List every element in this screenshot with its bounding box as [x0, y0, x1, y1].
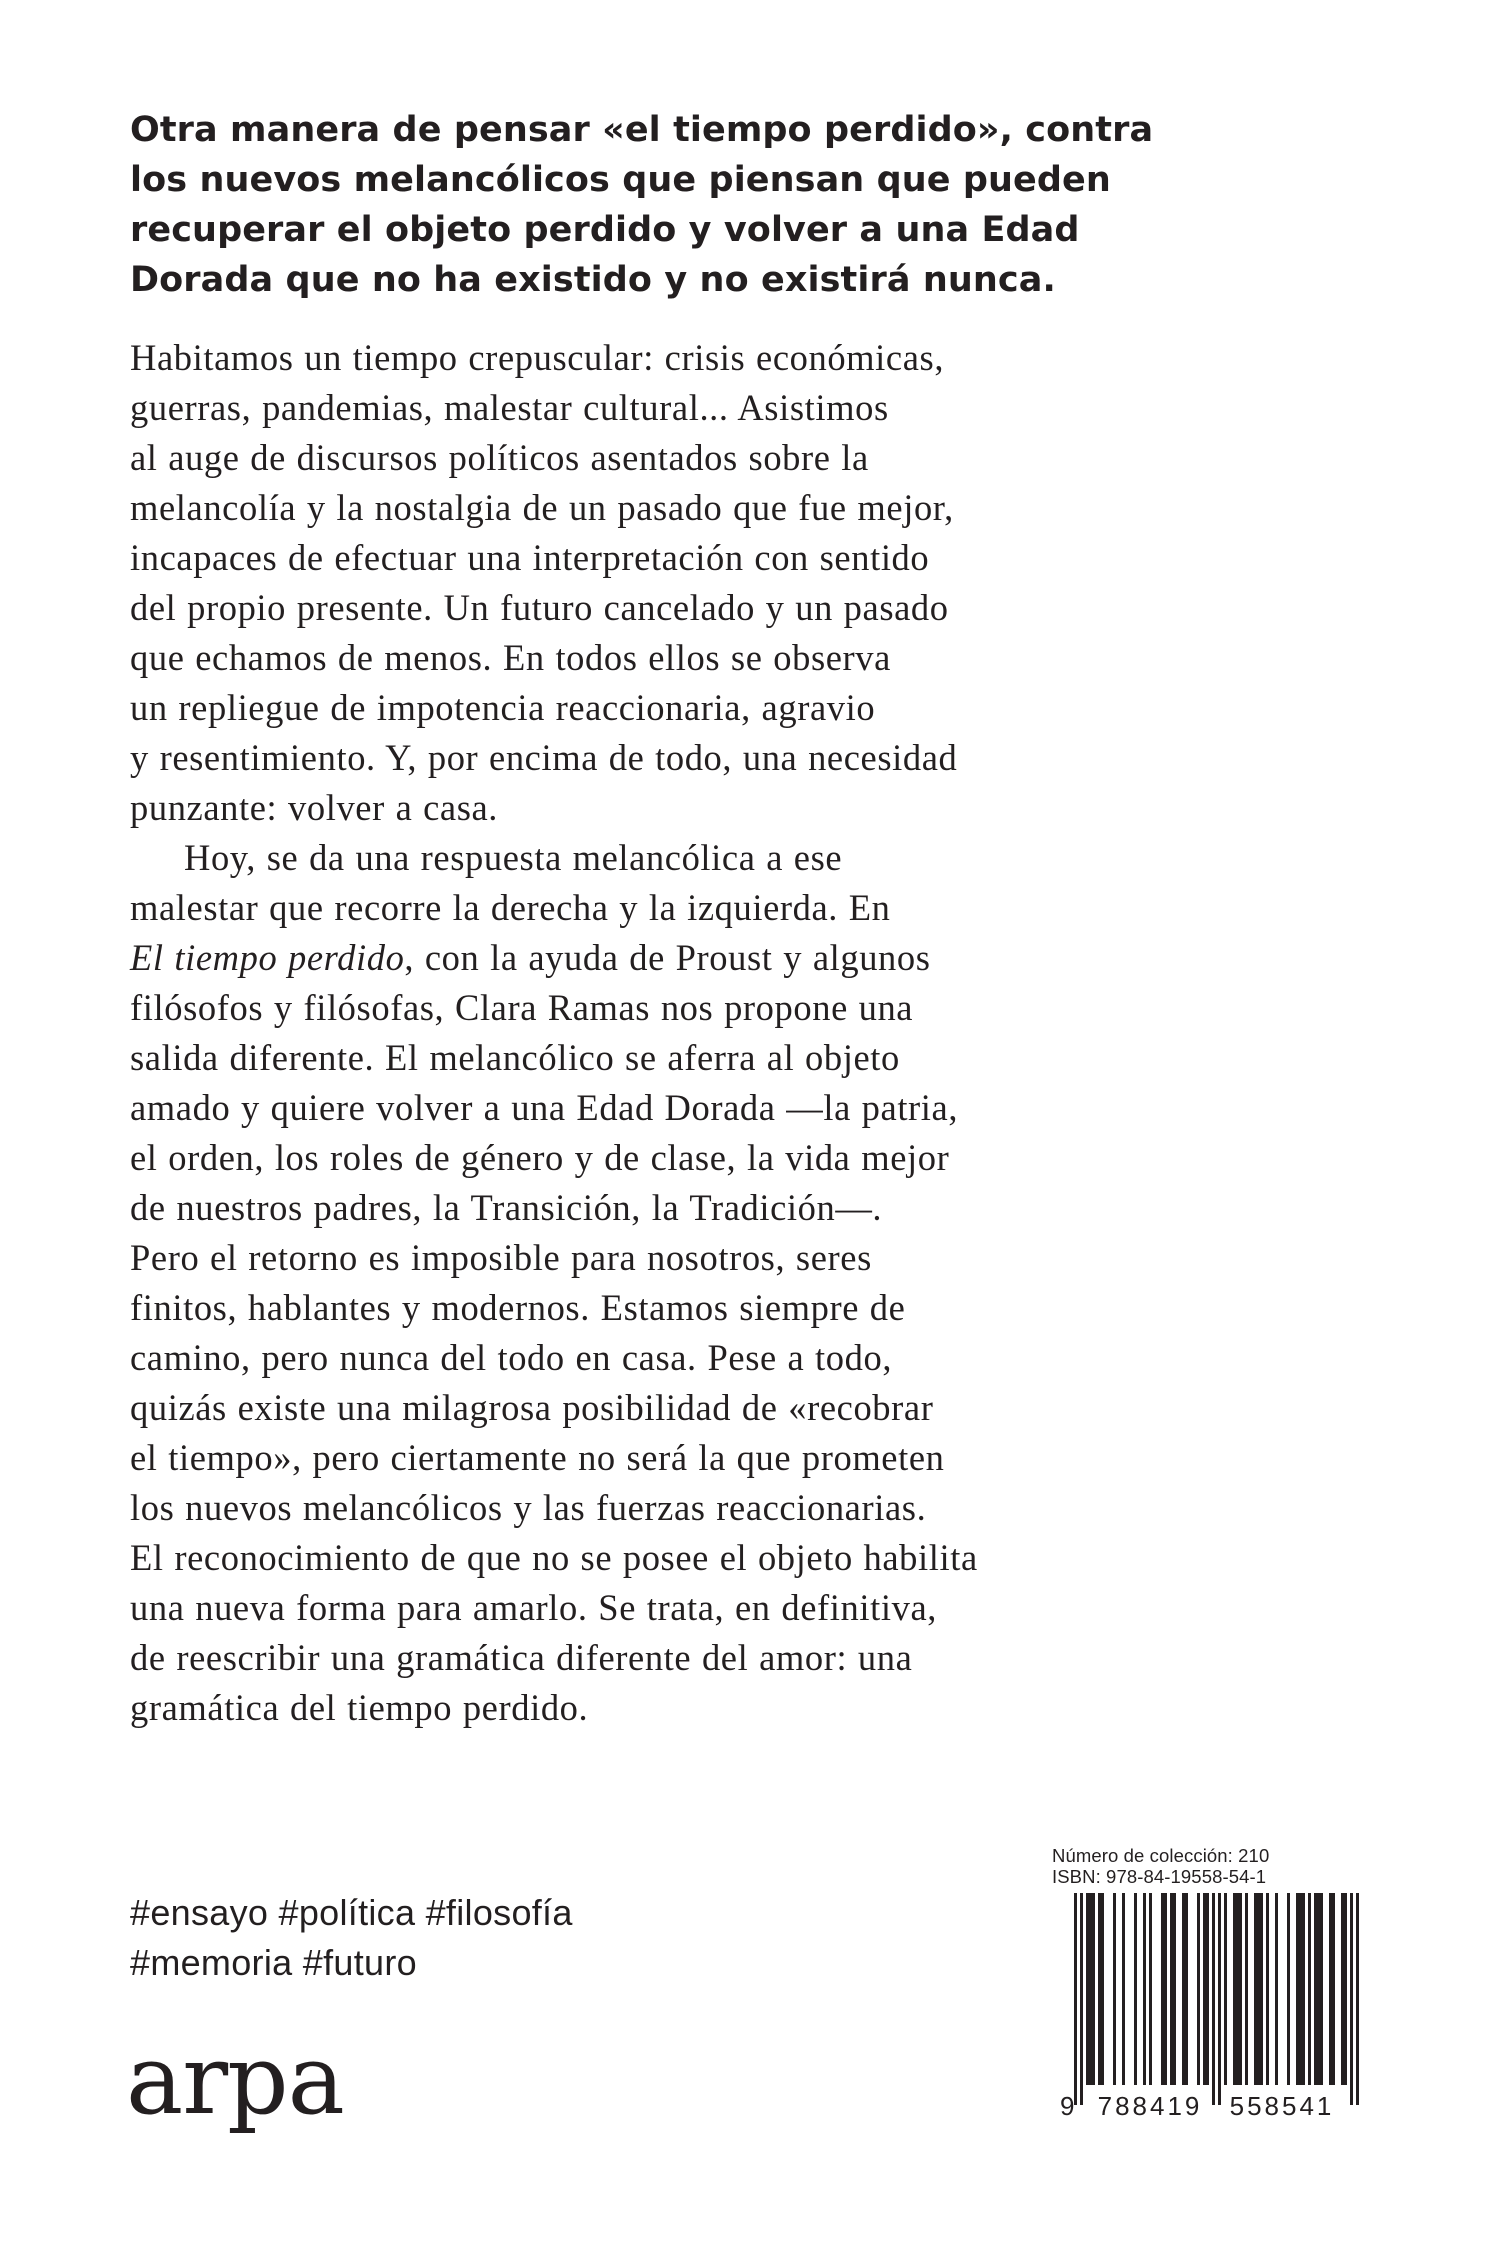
- barcode-bar: [1098, 1893, 1104, 2085]
- tagline-line: los nuevos melancólicos que piensan que pueden: [130, 160, 1111, 200]
- barcode-bar: [1266, 1893, 1269, 2085]
- barcode-bar: [1275, 1893, 1278, 2085]
- barcode-bar: [1341, 1893, 1347, 2085]
- synopsis-line: finitos, hablantes y modernos. Estamos siempre de: [130, 1287, 906, 1328]
- barcode-bar: [1182, 1893, 1188, 2085]
- barcode-bar: [1134, 1893, 1137, 2085]
- barcode-bar: [1086, 1893, 1095, 2085]
- synopsis-line: gramática del tiempo perdido.: [130, 1687, 589, 1728]
- barcode-bar: [1287, 1893, 1290, 2085]
- collection-number: Número de colección: 210: [1052, 1845, 1270, 1866]
- synopsis-line: un repliegue de impotencia reaccionaria, agravio: [130, 687, 876, 728]
- barcode-guard-bar: [1350, 1893, 1353, 2105]
- barcode-bar: [1203, 1893, 1209, 2085]
- barcode-bar: [1149, 1893, 1152, 2085]
- barcode-digit-first: 9: [1060, 2091, 1075, 2121]
- synopsis-line: quizás existe una milagrosa posibilidad de «recobrar: [130, 1387, 934, 1428]
- synopsis-line: Hoy, se da una respuesta melancólica a ese: [184, 837, 843, 878]
- synopsis-line: salida diferente. El melancólico se aferra al objeto: [130, 1037, 900, 1078]
- synopsis-line: punzante: volver a casa.: [130, 787, 499, 828]
- barcode-guard-bar: [1356, 1893, 1359, 2105]
- synopsis-line: de reescribir una gramática diferente del amor: una: [130, 1637, 913, 1678]
- synopsis-line: camino, pero nunca del todo en casa. Pese a todo,: [130, 1337, 893, 1378]
- tagline-line: Dorada que no ha existido y no existirá nunca.: [130, 260, 1056, 300]
- tagline: [130, 105, 1154, 305]
- synopsis-line: Habitamos un tiempo crepuscular: crisis económicas,: [130, 337, 945, 378]
- barcode-bar: [1296, 1893, 1305, 2085]
- synopsis-line: el tiempo», pero ciertamente no será la que prometen: [130, 1437, 945, 1478]
- tagline-line: Otra manera de pensar «el tiempo perdido», contra: [130, 110, 1154, 150]
- barcode-block: [1052, 1845, 1374, 2123]
- synopsis-line-rest: , con la ayuda de Proust y algunos: [404, 937, 931, 978]
- synopsis-line: incapaces de efectuar una interpretación con sentido: [130, 537, 930, 578]
- barcode-bar: [1170, 1893, 1176, 2085]
- barcode-bar: [1113, 1893, 1116, 2085]
- synopsis-line: [130, 933, 1130, 983]
- barcode-guard-bar: [1080, 1893, 1083, 2105]
- barcode-bar: [1224, 1893, 1227, 2085]
- hashtags: [130, 1888, 573, 1988]
- synopsis-line: Pero el retorno es imposible para nosotros, seres: [130, 1237, 872, 1278]
- ean13-barcode: [1052, 1893, 1374, 2123]
- synopsis-line: del propio presente. Un futuro cancelado y un pasado: [130, 587, 949, 628]
- synopsis-line: que echamos de menos. En todos ellos se observa: [130, 637, 891, 678]
- barcode-guard-bar: [1074, 1893, 1077, 2105]
- synopsis-line: una nueva forma para amarlo. Se trata, en definitiva,: [130, 1587, 937, 1628]
- synopsis-line: filósofos y filósofas, Clara Ramas nos propone una: [130, 987, 914, 1028]
- barcode-bar: [1197, 1893, 1200, 2085]
- barcode-meta: [1052, 1845, 1374, 1887]
- barcode-bar: [1233, 1893, 1242, 2085]
- barcode-bar: [1308, 1893, 1311, 2085]
- barcode-bar: [1314, 1893, 1323, 2085]
- barcode-bar: [1245, 1893, 1248, 2085]
- synopsis-line: amado y quiere volver a una Edad Dorada —la patria,: [130, 1087, 959, 1128]
- barcode-digits-left: 788419: [1097, 2091, 1203, 2121]
- synopsis-line: los nuevos melancólicos y las fuerzas reaccionarias.: [130, 1487, 927, 1528]
- book-title-italic: El tiempo perdido: [130, 937, 405, 978]
- hashtag-line: #memoria #futuro: [130, 1942, 417, 1983]
- synopsis-line: de nuestros padres, la Transición, la Tradición—.: [130, 1187, 883, 1228]
- barcode-bar: [1329, 1893, 1335, 2085]
- synopsis: [130, 333, 1130, 1733]
- synopsis-line: melancolía y la nostalgia de un pasado que fue mejor,: [130, 487, 954, 528]
- barcode-bar: [1161, 1893, 1167, 2085]
- barcode-digits-right: 558541: [1229, 2091, 1335, 2121]
- synopsis-line: El reconocimiento de que no se posee el objeto habilita: [130, 1537, 978, 1578]
- barcode-bar: [1122, 1893, 1125, 2085]
- synopsis-line: al auge de discursos políticos asentados sobre la: [130, 437, 869, 478]
- synopsis-line: malestar que recorre la derecha y la izquierda. En: [130, 887, 891, 928]
- synopsis-line: el orden, los roles de género y de clase, la vida mejor: [130, 1137, 950, 1178]
- synopsis-line: y resentimiento. Y, por encima de todo, una necesidad: [130, 737, 958, 778]
- barcode-bar: [1143, 1893, 1146, 2085]
- isbn: ISBN: 978-84-19558-54-1: [1052, 1866, 1267, 1887]
- barcode-guard-bar: [1212, 1893, 1215, 2105]
- hashtag-line: #ensayo #política #filosofía: [130, 1892, 573, 1933]
- synopsis-line: guerras, pandemias, malestar cultural... Asistimos: [130, 387, 889, 428]
- tagline-line: recuperar el objeto perdido y volver a una Edad: [130, 210, 1080, 250]
- barcode-bar: [1254, 1893, 1263, 2085]
- barcode-guard-bar: [1218, 1893, 1221, 2105]
- publisher-logo: arpa: [126, 2024, 344, 2136]
